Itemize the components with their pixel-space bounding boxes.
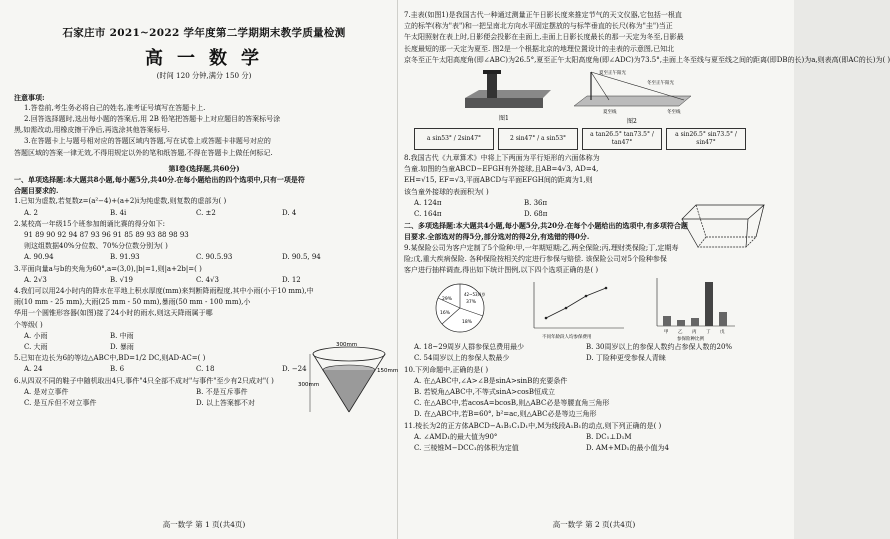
question-1-options bbox=[14, 208, 394, 219]
option-d: D. AM+MD₁的最小值为4 bbox=[586, 444, 669, 453]
option-d: D. 以上答案都不对 bbox=[196, 399, 255, 408]
option-d: D. 4 bbox=[282, 208, 297, 217]
question-4: 4.我们可以用24小时内的降水在平地上积水厚度(mm)来判断降雨程度,其中小雨(小于10 mm),中 bbox=[14, 287, 314, 296]
question-9-options bbox=[404, 342, 784, 353]
q10-option-a: A. 在△ABC中,∠A>∠B是sinA>sinB的充要条件 bbox=[414, 376, 568, 385]
question-9-line: 险;戊,重大疾病保险. 各种保险按相关约定进行参保与赔偿. 该保险公司对5个险种参保 bbox=[404, 254, 667, 263]
option-a: a sin53° / 2sin47° bbox=[414, 128, 494, 150]
section2-heading-cont: 目要求.全部选对的得5分,部分选对的得2分,有选错的得0分. bbox=[404, 232, 590, 242]
section1-heading-cont: 合题目要求的. bbox=[14, 186, 59, 196]
bar-cat: 甲 bbox=[664, 330, 669, 336]
bar-cat: 戊 bbox=[720, 330, 725, 336]
question-9-figures bbox=[404, 276, 784, 342]
option-a: A. 24 bbox=[24, 365, 43, 374]
option-a: A. 2√3 bbox=[24, 275, 47, 284]
summer-line-label: 夏至线 bbox=[603, 110, 617, 116]
option-b: B. 4i bbox=[110, 208, 127, 217]
option-d: a sin26.5° sin73.5° / sin47° bbox=[666, 128, 746, 150]
option-c: C. 54周岁以上的参保人数最少 bbox=[414, 354, 510, 363]
option-c: C. 164π bbox=[414, 210, 442, 219]
bar-cat: 乙 bbox=[678, 330, 683, 336]
option-c: C. 大雨 bbox=[24, 343, 48, 352]
figure-1-label: 图1 bbox=[499, 115, 509, 123]
option-d: D. 暴雨 bbox=[110, 343, 134, 352]
option-a: A. 是对立事件 bbox=[24, 387, 69, 396]
part1-title: 第Ⅰ卷(选择题,共60分) bbox=[168, 163, 240, 173]
cone-top-label: 300mm bbox=[336, 342, 358, 348]
gnomon-diagram-figure bbox=[569, 66, 699, 126]
winter-sun-label: 冬至正午阳光 bbox=[647, 81, 674, 87]
page-footer: 高一数学 第 1 页(共4页) bbox=[162, 519, 246, 529]
option-c: C. 4√3 bbox=[196, 275, 219, 284]
option-b: B. 36π bbox=[524, 198, 548, 207]
question-7-line: 立的标竿(称为"表")和一把呈南北方向水平固定摆放的与标竿垂直的长尺(称为"圭")当正 bbox=[404, 22, 673, 31]
option-d: D. 68π bbox=[524, 210, 548, 219]
pie-pct: 18% bbox=[462, 320, 473, 326]
insurance-bar-chart bbox=[649, 276, 739, 342]
option-b: B. 6 bbox=[110, 365, 125, 374]
subject-title: 高一数学 bbox=[145, 48, 273, 70]
notice-line: 黑,如需改动,用橡皮擦干净后,再选涂其他答案标号. bbox=[14, 126, 170, 135]
option-b: 2 sin47° / a sin53° bbox=[498, 128, 578, 150]
option-b: B. 中雨 bbox=[110, 331, 134, 340]
q10-option-d: D. 在△ABC中,若B=60°, b²=ac,则△ABC必是等边三角形 bbox=[414, 410, 597, 419]
gnomon-photo-figure bbox=[459, 68, 549, 124]
option-d: D. −24 bbox=[282, 365, 307, 374]
exam-page-1 bbox=[14, 10, 399, 530]
premium-line-chart bbox=[524, 278, 634, 342]
pie-pct: 29% bbox=[442, 297, 453, 303]
option-d: D. 12 bbox=[282, 275, 301, 284]
question-7-line: 长度最短的那一天定为夏至. 图2是一个根据北京的地理位置设计的圭表的示意图,已知北 bbox=[404, 44, 675, 53]
question-4-line2: 雨(10 mm - 25 mm),大雨(25 mm - 50 mm),暴雨(50 mm - 100 mm),小 bbox=[14, 298, 251, 307]
page-footer: 高一数学 第 2 页(共4页) bbox=[552, 519, 636, 529]
question-7-figures bbox=[404, 66, 784, 126]
question-10: 10.下列命题中,正确的是( ) bbox=[404, 365, 489, 374]
question-9: 9.某保险公司为客户定制了5个险种:甲,一年期短期;乙,两全保险;丙,理财类保险;丁,定期寿 bbox=[404, 243, 679, 252]
question-4-line3: 华用一个圆锥形容器(如图)接了24小时的雨水,则这天降雨属于哪 bbox=[14, 309, 213, 318]
notice-line: 2.回答选择题时,选出每小题的答案后,用 2B 铅笔把答题卡上对应题目的答案标号涂 bbox=[24, 115, 281, 124]
exam-title: 石家庄市 2021~2022 学年度第二学期期末教学质量检测 bbox=[62, 27, 346, 39]
option-c: C. 是互斥但不对立事件 bbox=[24, 399, 97, 408]
bar-cat: 丁 bbox=[706, 330, 711, 336]
option-c: C. 18 bbox=[196, 365, 215, 374]
option-b: B. √19 bbox=[110, 275, 133, 284]
notice-line: 3.在答题卡上与题号相对应的答题区域内答题,写在试卷上或答题卡非题号对应的 bbox=[24, 137, 271, 146]
question-11: 11.棱长为2的正方体ABCD−A₁B₁C₁D₁中,M为线段A₁B₁的动点,则下列正确的是( ) bbox=[404, 421, 662, 430]
notice-line: 1.答卷前,考生务必将自己的姓名,准考证号填写在答题卡上. bbox=[24, 103, 206, 112]
question-3-options bbox=[14, 275, 394, 286]
question-6: 6.从四双不同的鞋子中随机取出4只,事件"4只全部不成对"与事件"至少有2只成对"( ) bbox=[14, 376, 274, 385]
option-a: A. 2 bbox=[24, 208, 38, 217]
q10-option-b: B. 若锐角△ABC中,不等式sinA>cosB恒成立 bbox=[414, 388, 556, 397]
bar-cat: 丙 bbox=[692, 330, 697, 336]
option-c: a tan26.5° tan73.5° / tan47° bbox=[582, 128, 662, 150]
question-9-line: 客户进行抽样调查,得出如下统计图例,以下四个选项正确的是( ) bbox=[404, 266, 599, 275]
option-d: D. 90.5, 94 bbox=[282, 253, 321, 262]
question-1: 1.已知为虚数,若复数z=(a²−4)+(a+2)i为纯虚数,则复数的虚部为( ) bbox=[14, 197, 227, 206]
question-7-options bbox=[404, 128, 784, 150]
pie-label: 42~53周岁 bbox=[464, 292, 486, 298]
question-7-line: 京冬至正午太阳高度角(即∠ABC)为26.5°,夏至正午太阳高度角(即∠ADC)为73.5°,圭面上冬至线与夏至线之间的距离(即DB的长)为a,则表高(即AC的长)为( ) bbox=[404, 55, 890, 64]
section1-heading: 一、单项选择题:本大题共8小题,每小题5分,共40分.在每小题给出的四个选项中,只有一项是符 bbox=[14, 175, 305, 185]
line-chart-title: 不同年龄段人均参保费用 bbox=[542, 335, 592, 341]
question-4-line4: 个等级( ) bbox=[14, 320, 43, 329]
figure-2-label: 图2 bbox=[627, 118, 637, 126]
question-2-data: 91 89 90 92 94 87 93 96 91 85 89 93 88 98 93 bbox=[24, 231, 189, 240]
time-info: (时间 120 分钟,满分 150 分) bbox=[156, 71, 252, 81]
option-c: C. 三棱锥M−DCC₁的体积为定值 bbox=[414, 444, 519, 453]
question-8-line: 该刍童外接球的表面积为( ) bbox=[404, 187, 489, 196]
notice-heading: 注意事项: bbox=[14, 92, 45, 102]
question-8: 8.我国古代《九章算术》中将上下两面为平行矩形的六面体称为 bbox=[404, 154, 600, 163]
page-divider bbox=[397, 0, 398, 539]
notice-line: 答题区域的答案一律无效,不得用规定以外的笔和纸答题,不得在答题卡上做任何标记. bbox=[14, 148, 273, 157]
cone-side-label: 300mm bbox=[298, 382, 320, 388]
question-11-options bbox=[404, 432, 784, 443]
question-9-options-2 bbox=[404, 353, 784, 364]
option-a: A. 小雨 bbox=[24, 331, 48, 340]
bar-chart-title: 参保险种比例 bbox=[677, 337, 704, 343]
question-2-ask: 则这组数据40%分位数、70%分位数分别为( ) bbox=[24, 242, 168, 251]
option-a: A. ∠AMD₁的最大值为90° bbox=[414, 432, 498, 441]
summer-sun-label: 夏至正午阳光 bbox=[599, 71, 626, 77]
pie-pct: 37% bbox=[466, 300, 477, 306]
question-2-options bbox=[14, 252, 394, 263]
age-pie-chart bbox=[426, 278, 506, 342]
option-c: C. 90.5.93 bbox=[196, 253, 233, 262]
question-3: 3.平面向量a与b的夹角为60°,a=(3,0),|b|=1,则|a+2b|=( ) bbox=[14, 264, 202, 273]
question-7-line: 午太阳照射在表上时,日影便会投影在圭面上,圭面上日影长度最长的那一天定为冬至,日影最 bbox=[404, 33, 684, 42]
option-c: C. ±2 bbox=[196, 208, 216, 217]
q10-option-c: C. 在△ABC中,若acosA=bcosB,则△ABC必是等腰直角三角形 bbox=[414, 399, 610, 408]
section2-heading: 二、多项选择题:本大题共4小题,每小题5分,共20分.在每个小题给出的选项中,有多项符合题 bbox=[404, 221, 688, 231]
cone-mid-label: 150mm bbox=[377, 368, 399, 374]
option-d: D. 丁险种更受参保人青睐 bbox=[586, 354, 666, 363]
question-8-line: EH=√15, EF=√3,平面ABCD与平面EFGH间的距离为1,则 bbox=[404, 176, 593, 185]
winter-line-label: 冬至线 bbox=[667, 110, 681, 116]
question-2: 2.某校高一年级15个班参加朗诵比赛的得分如下: bbox=[14, 219, 165, 228]
option-a: A. 124π bbox=[414, 198, 442, 207]
frustum-figure bbox=[676, 195, 776, 255]
option-b: B. DC₁⊥D₁M bbox=[586, 432, 632, 441]
option-b: B. 91.93 bbox=[110, 253, 140, 262]
question-5: 5.已知在边长为6的等边△ABC中,BD=1/2 DC,则AD·AC=( ) bbox=[14, 354, 206, 363]
question-11-options-2 bbox=[404, 443, 784, 454]
question-8-line: 刍童.如图的刍童ABCD−EFGH有外接球,且AB=4√3, AD=4, bbox=[404, 165, 599, 174]
option-b: B. 不是互斥事件 bbox=[196, 387, 248, 396]
option-b: B. 30周岁以上的参保人数约占参保人数的20% bbox=[586, 343, 733, 352]
question-7: 7.圭表(如图1)是我国古代一种通过测量正午日影长度来推定节气的天文仪器,它包括一根直 bbox=[404, 11, 682, 19]
option-a: A. 18~29周岁人群参保总费用最少 bbox=[414, 343, 525, 352]
option-a: A. 90.94 bbox=[24, 253, 54, 262]
cone-container-figure bbox=[298, 340, 399, 420]
pie-pct: 16% bbox=[440, 311, 451, 317]
exam-page-2 bbox=[404, 10, 890, 530]
